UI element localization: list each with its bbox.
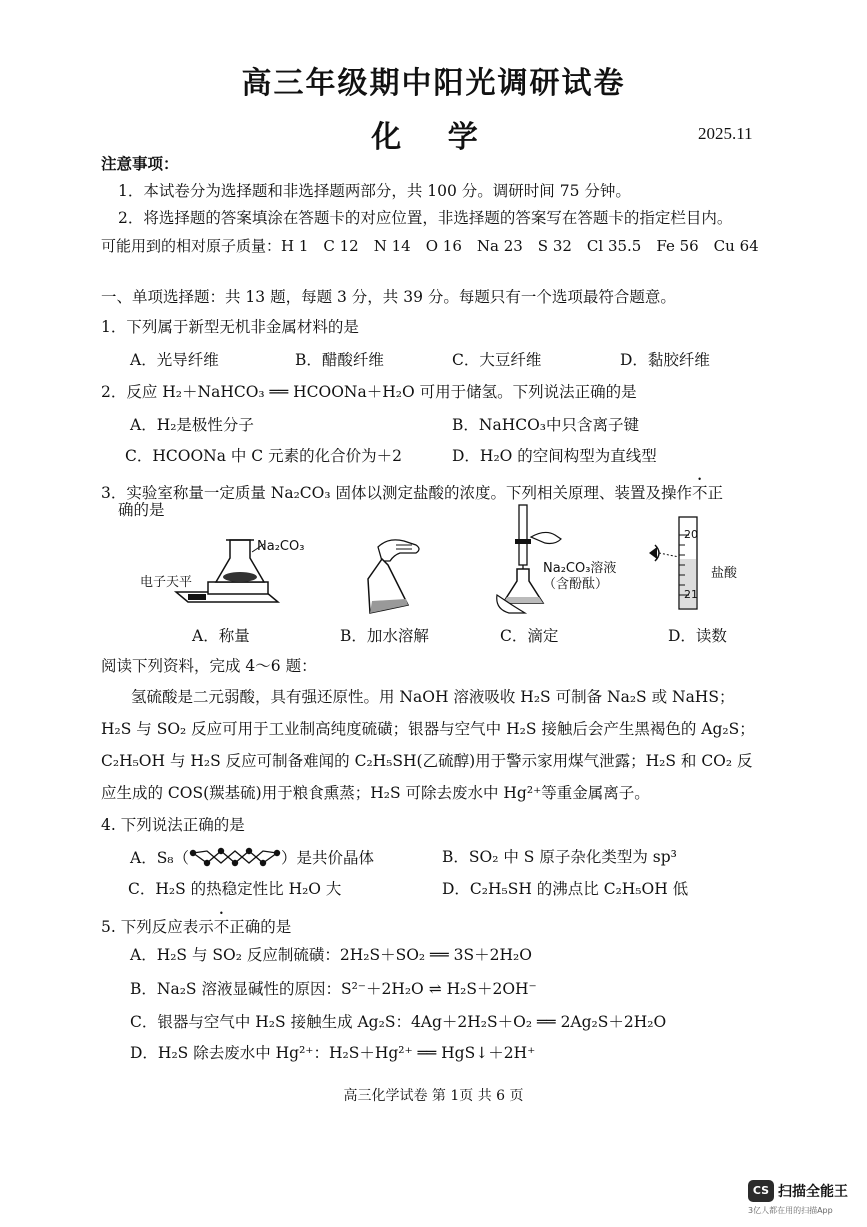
scanner-watermark [748, 1178, 858, 1220]
q5-option-c: C．银器与空气中 H₂S 接触生成 Ag₂S：4Ag＋2H₂S＋O₂ ══ 2Ag₂S＋2H₂O [130, 1013, 667, 1031]
q4-option-a-prefix: A．S₈（ [130, 849, 190, 867]
q4-option-d: D．C₂H₅SH 的沸点比 C₂H₅OH 低 [442, 880, 689, 898]
q2-option-a: A．H₂是极性分子 [130, 416, 254, 434]
notice-item-1: 1．本试卷分为选择题和非选择题两部分，共 100 分。调研时间 75 分钟。 [118, 182, 631, 200]
q4-option-b: B．SO₂ 中 S 原子杂化类型为 sp³ [442, 848, 677, 866]
q3-option-b: B．加水溶解 [340, 627, 429, 645]
notice-item-2: 2．将选择题的答案填涂在答题卡的对应位置，非选择题的答案写在答题卡的指定栏目内。 [118, 209, 733, 227]
q5-option-d: D．H₂S 除去废水中 Hg²⁺：H₂S＋Hg²⁺ ══ HgS↓＋2H⁺ [130, 1044, 536, 1062]
s8-ring-structure [189, 847, 281, 867]
q5-option-a: A．H₂S 与 SO₂ 反应制硫磺：2H₂S＋SO₂ ══ 3S＋2H₂O [130, 946, 532, 964]
watermark-tagline: 3亿人都在用的扫描App [748, 1206, 833, 1215]
q4-option-a-suffix: ）是共价晶体 [281, 849, 375, 867]
q3-figure-reading [645, 515, 715, 615]
q5-option-b: B．Na₂S 溶液显碱性的原因：S²⁻＋2H₂O ⇌ H₂S＋2OH⁻ [130, 980, 537, 998]
q1-option-b: B．醋酸纤维 [295, 351, 384, 369]
camscanner-logo-icon: CS [748, 1180, 774, 1202]
q2-stem: 2．反应 H₂＋NaHCO₃ ══ HCOONa＋H₂O 可用于储氢。下列说法正确的是 [101, 383, 637, 401]
notice-heading: 注意事项： [101, 154, 179, 173]
reading-line-2: H₂S 与 SO₂ 反应可用于工业制高纯度硫磺；银器与空气中 H₂S 接触后会产生黑褐色的 Ag₂S； [101, 720, 755, 738]
q4-option-a [130, 847, 374, 868]
section-1-heading: 一、单项选择题：共 13 题，每题 3 分，共 39 分。每题只有一个选项最符合题意。 [101, 288, 676, 306]
tick-20: 20 [684, 528, 698, 541]
label-hydrochloric-acid: 盐酸 [711, 566, 738, 581]
reading-line-4: 应生成的 COS(羰基硫)用于粮食熏蒸；H₂S 可除去废水中 Hg²⁺等重金属离子。 [101, 784, 650, 802]
q2-option-c: C．HCOONa 中 C 元素的化合价为＋2 [125, 447, 402, 465]
label-electronic-balance: 电子天平 [140, 575, 193, 590]
q3-figure-dissolve [348, 535, 428, 620]
q4-option-c: C．H₂S 的热稳定性比 H₂O 大 [128, 880, 342, 898]
q5-stem [101, 909, 291, 937]
q3-option-d: D．读数 [668, 627, 727, 645]
q4-stem: 4. 下列说法正确的是 [101, 816, 245, 834]
q1-stem: 1．下列属于新型无机非金属材料的是 [101, 318, 359, 336]
subject-title: 化 学 [371, 120, 496, 155]
q3-stem-part-b: 正 [707, 484, 724, 502]
reading-line-3: C₂H₅OH 与 H₂S 反应可制备难闻的 C₂H₅SH(乙硫醇)用于警示家用煤气泄露；H₂S 和 CO₂ 反 [101, 752, 753, 770]
q3-stem-line-2: 确的是 [118, 501, 165, 519]
q2-option-b: B．NaHCO₃中只含离子键 [452, 416, 639, 434]
q5-stem-part-b: 正确的是 [229, 918, 292, 936]
q3-option-a: A．称量 [192, 627, 250, 645]
exam-title: 高三年级期中阳光调研试卷 [241, 66, 626, 101]
q3-option-c: C．滴定 [500, 627, 559, 645]
label-na2co3-solution: Na₂CO₃溶液 [543, 561, 617, 576]
atomic-masses: 可能用到的相对原子质量：H 1 C 12 N 14 O 16 Na 23 S 32 Cl 35.5 Fe 56 Cu 64 [101, 237, 759, 255]
label-na2co3: Na₂CO₃ [257, 539, 305, 554]
q2-option-d: D．H₂O 的空间构型为直线型 [452, 447, 657, 465]
q5-stem-part-a: 5. 下列反应表示 [101, 918, 214, 936]
q5-stem-emphasis: 不 [213, 918, 230, 936]
q3-stem-line-1 [101, 475, 723, 503]
q1-option-c: C．大豆纤维 [452, 351, 542, 369]
q1-option-a: A．光导纤维 [130, 351, 219, 369]
watermark-app-name: 扫描全能王 [778, 1184, 848, 1200]
tick-21: 21 [684, 588, 698, 601]
reading-intro: 阅读下列资料，完成 4～6 题： [101, 657, 317, 675]
page-footer: 高三化学试卷 第 1页 共 6 页 [343, 1088, 524, 1104]
exam-date: 2025.11 [698, 124, 753, 143]
q3-stem-part-a: 3．实验室称量一定质量 Na₂CO₃ 固体以测定盐酸的浓度。下列相关原理、装置及操作 [101, 484, 693, 502]
q3-stem-emphasis: 不 [692, 484, 708, 502]
q1-option-d: D．黏胶纤维 [620, 351, 710, 369]
reading-line-1: 氢硫酸是二元弱酸，具有强还原性。用 NaOH 溶液吸收 H₂S 可制备 Na₂S 或 NaHS； [131, 688, 735, 706]
label-phenolphthalein: （含酚酞） [543, 577, 609, 592]
